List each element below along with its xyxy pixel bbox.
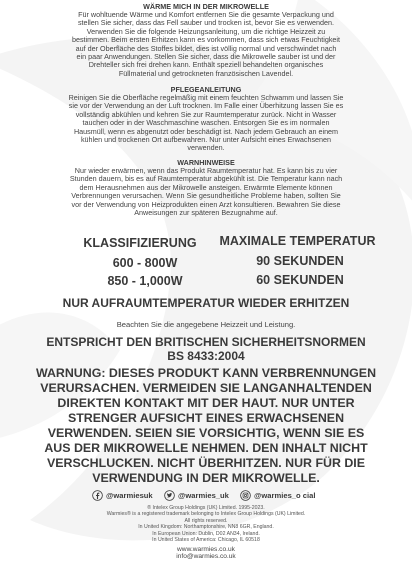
warning-line: VERURSACHEN. VERMEIDEN SIE LANGANHALTENDEN	[40, 381, 372, 395]
paragraph-text	[20, 167, 392, 217]
text-line: auf der Oberfläche des Stoffes bildet, dies ist völlig normal und verschwindet nach	[75, 43, 337, 53]
wattage-row-1: 600 - 800W	[112, 256, 178, 270]
section-heading: WARNHINWEISE	[177, 158, 235, 167]
max-temperature-header: MAXIMALE TEMPERATUR	[219, 234, 376, 248]
heating-time-note: Beachten Sie die angegebene Heizzeit und Leistung.	[116, 320, 296, 329]
paragraph-text	[20, 94, 392, 153]
safety-standard	[20, 335, 392, 363]
warning-line: VERWENDUNG IN DER MIKROWELLE.	[92, 471, 320, 485]
instagram-handle[interactable]	[240, 490, 315, 501]
facebook-handle-text: @warmiesuk	[106, 491, 153, 500]
twitter-icon	[164, 490, 175, 501]
section-heading: WÄRME MICH IN DER MIKROWELLE	[143, 2, 269, 11]
standard-code: BS 8433:2004	[167, 349, 245, 363]
warning-line: AUS DER MIKROWELLE NEHMEN. DEN INHALT NICHT	[44, 441, 368, 455]
text-line: Füllmaterial und getrockneten französischen Lavendel.	[118, 68, 294, 78]
instagram-handle-text: @warmies_o cial	[254, 491, 316, 500]
text-line: Drehteller sich frei drehen kann. Enthält speziell behandelten organisches	[88, 60, 324, 70]
text-line: verwenden.	[187, 143, 225, 153]
text-line: sie vor der Verwendung an der Luft trocknen. Im Falle einer Überhitzung lassen Sie es	[68, 101, 344, 111]
wattage-row-2: 850 - 1,000W	[107, 274, 183, 288]
time-row-1: 90 SEKUNDEN	[256, 254, 344, 268]
text-line: tauchen oder in der Waschmaschine waschen. Entsorgen Sie es im normalen	[82, 118, 330, 128]
section-care-instructions	[20, 85, 392, 153]
warning-line: STRENGER AUFSICHT EINES ERWACHSENEN	[67, 411, 345, 425]
website-link[interactable]: www.warmies.co.uk	[177, 546, 235, 553]
legal-line: In European Union: Dublin, D02 AN34, Ireland.	[152, 530, 260, 537]
time-row-2: 60 SEKUNDEN	[256, 273, 344, 287]
classification-header: KLASSIFIZIERUNG	[83, 236, 197, 250]
instagram-icon	[240, 490, 251, 501]
legal-line: In United States of America: Chicago, IL 60518	[152, 537, 260, 544]
text-line: ein paar Anwendungen. Stellen Sie sicher, dass die Mikrowelle sauber ist und der	[76, 52, 336, 62]
text-line: stellen Sie sicher, dass das Fell sauber und trocken ist, bevor Sie es verwenden.	[77, 18, 335, 28]
warning-line: WARNUNG: DIESES PRODUKT KANN VERBRENNUNGEN	[35, 366, 377, 380]
text-line: Nur wieder erwärmen, wenn das Produkt Raumtemperatur hat. Es kann bis zu vier	[74, 166, 338, 175]
paragraph-text	[20, 11, 392, 78]
text-line: Verbrennungen verursachen. Wenn Sie gesundheitliche Probleme haben, sollten Sie	[71, 191, 341, 201]
text-line: Verwenden Sie die folgende Heizungsanleitung, um die richtige Heizzeit zu	[86, 26, 326, 36]
legal-text	[60, 505, 352, 543]
section-warning-notes	[20, 158, 392, 217]
legal-line: Warmies® is a registered trademark belonging to Intelex Group Holdings (UK) Limited.	[106, 511, 306, 518]
section-microwave-instructions	[20, 2, 392, 78]
warning-line: VERSCHLUCKEN. NICHT ÜBERHITZEN. NUR FÜR DIE	[46, 456, 366, 470]
warning-line: VERWENDEN. SEIEN SIE VORSICHTIG, WENN SIE ES	[47, 426, 365, 440]
email-link[interactable]: info@warmies.co.uk	[176, 553, 236, 561]
contact-block	[100, 546, 312, 561]
text-line: Anweisungen zur späteren Bezugnahme auf.	[134, 208, 278, 218]
text-line: Für wohltuende Wärme und Komfort entfernen Sie die gesamte Verpackung und	[78, 10, 334, 19]
legal-line: ® Intelex Group Holdings (UK) Limited. 1995-2023.	[147, 505, 265, 511]
text-line: Stunden dauern, bis es auf Raumtemperatur abgekühlt ist. Die Temperatur kann nach	[69, 174, 343, 184]
text-line: dem Herausnehmen aus der Mikrowelle ansteigen. Erwärmte Elemente können	[79, 182, 333, 192]
standard-title: ENTSPRICHT DEN BRITISCHEN SICHERHEITSNORMEN	[46, 335, 366, 349]
text-line: vollständig abkühlen und kehren Sie zur Raumtemperatur zurück. Nicht in Wasser	[75, 109, 337, 119]
facebook-icon	[92, 490, 103, 501]
legal-line: All rights reserved.	[184, 517, 228, 524]
warning-block	[14, 366, 398, 486]
facebook-handle[interactable]	[92, 490, 153, 501]
text-line: vor der Verwendung von Heizprodukten einen Arzt konsultieren. Bewahren Sie diese	[71, 199, 341, 209]
text-line: Reinigen Sie die Oberfläche regelmäßig mit einem feuchten Schwamm und lassen Sie	[68, 93, 344, 102]
section-heading: PFLEGEANLEITUNG	[170, 85, 242, 94]
reheat-room-temp-note: NUR AUFRAUMTEMPERATUR WIEDER ERHITZEN	[62, 296, 350, 310]
twitter-handle-text: @warmies_uk	[178, 491, 229, 500]
text-line: bestimmen. Beim ersten Erhitzen kann es vorkommen, dass sich etwas Feuchtigkeit	[71, 35, 341, 45]
text-line: kühlen und trockenen Ort aufbewahren. Nur unter Aufsicht eines Erwachsenen	[80, 135, 332, 145]
legal-line: In United Kingdom: Northamptonshire, NN8 6GR, England.	[138, 524, 274, 531]
text-line: Hausmüll, wenn es abgenutzt oder beschädigt ist. Nach jedem Gebrauch an einem	[73, 126, 339, 136]
twitter-handle[interactable]	[164, 490, 229, 501]
warning-line: DIREKTEN KONTAKT MIT DER HAUT. NUR UNTER	[57, 396, 355, 410]
